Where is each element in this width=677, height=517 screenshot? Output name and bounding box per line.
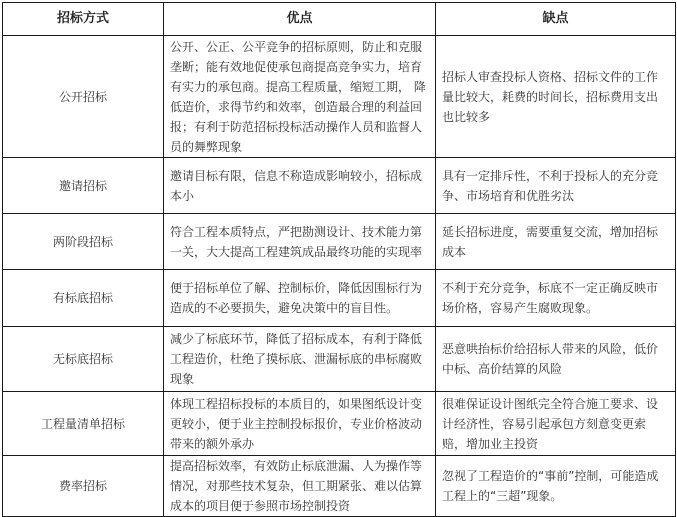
- header-cons: 缺点: [436, 3, 676, 36]
- cons-cell: 恶意哄抬标价给招标人带来的风险，低价中标、高价结算的风险: [436, 327, 676, 392]
- pros-cell: 邀请目标有限，信息不称造成影响较小，招标成本小: [164, 158, 436, 214]
- cons-cell: 延长招标进度，需要重复交流，增加招标成本: [436, 214, 676, 270]
- table-row: [3, 158, 676, 214]
- header-pros: 优点: [164, 3, 436, 36]
- cons-cell: 忽视了工程造价的“事前”控制，可能造成工程上的“三超”现象。: [436, 456, 676, 517]
- pros-cell: 提高招标效率，有效防止标底泄漏、人为操作等情况，对那些技术复杂，但工期紧张、难以估算成本的项目便于参照市场控制投资: [164, 456, 436, 517]
- bidding-methods-comparison-table: [2, 2, 676, 517]
- pros-cell: 便于招标单位了解、控制标价，降低因围标行为造成的不必要损失，避免决策中的盲目性。: [164, 270, 436, 327]
- pros-cell: 体现工程招标投标的本质目的，如果图纸设计变更较小，便于业主控制投标报价，专业价格波动带来的额外承办: [164, 392, 436, 456]
- header-method: 招标方式: [3, 3, 164, 36]
- pros-cell: 公开、公正、公平竞争的招标原则，防止和克服垄断；能有效地促使承包商提高竞争实力，培育有实力的承包商。提高工程质量，缩短工期， 降低造价，求得节约和效率，创造最合理的利益回报；有利于防范招标投标活动操作人员和监督人员的舞弊现象: [164, 36, 436, 158]
- cons-cell: 具有一定排斥性，不利于投标人的充分竞争、市场培育和优胜劣汰: [436, 158, 676, 214]
- method-cell: 邀请招标: [3, 158, 164, 214]
- table-row: [3, 456, 676, 517]
- method-cell: 有标底招标: [3, 270, 164, 327]
- table-row: [3, 270, 676, 327]
- cons-cell: 招标人审查投标人资格、招标文件的工作量比较大，耗费的时间长，招标费用支出也比较多: [436, 36, 676, 158]
- table-row: [3, 327, 676, 392]
- table-row: [3, 392, 676, 456]
- cons-cell: 很难保证设计图纸完全符合施工要求、设计经济性，容易引起承包方刻意变更索赔，增加业主投资: [436, 392, 676, 456]
- method-cell: 费率招标: [3, 456, 164, 517]
- method-cell: 工程量清单招标: [3, 392, 164, 456]
- table-row: [3, 36, 676, 158]
- table-row: [3, 214, 676, 270]
- method-cell: 无标底招标: [3, 327, 164, 392]
- method-cell: 公开招标: [3, 36, 164, 158]
- pros-cell: 符合工程本质特点，严把勘测设计、技术能力第一关，大大提高工程建筑成品最终功能的实现率: [164, 214, 436, 270]
- header-row: [3, 3, 676, 36]
- cons-cell: 不利于充分竞争，标底不一定正确反映市场价格，容易产生腐败现象。: [436, 270, 676, 327]
- method-cell: 两阶段招标: [3, 214, 164, 270]
- pros-cell: 减少了标底环节，降低了招标成本，有利于降低工程造价，杜绝了摸标底、泄漏标底的串标腐败现象: [164, 327, 436, 392]
